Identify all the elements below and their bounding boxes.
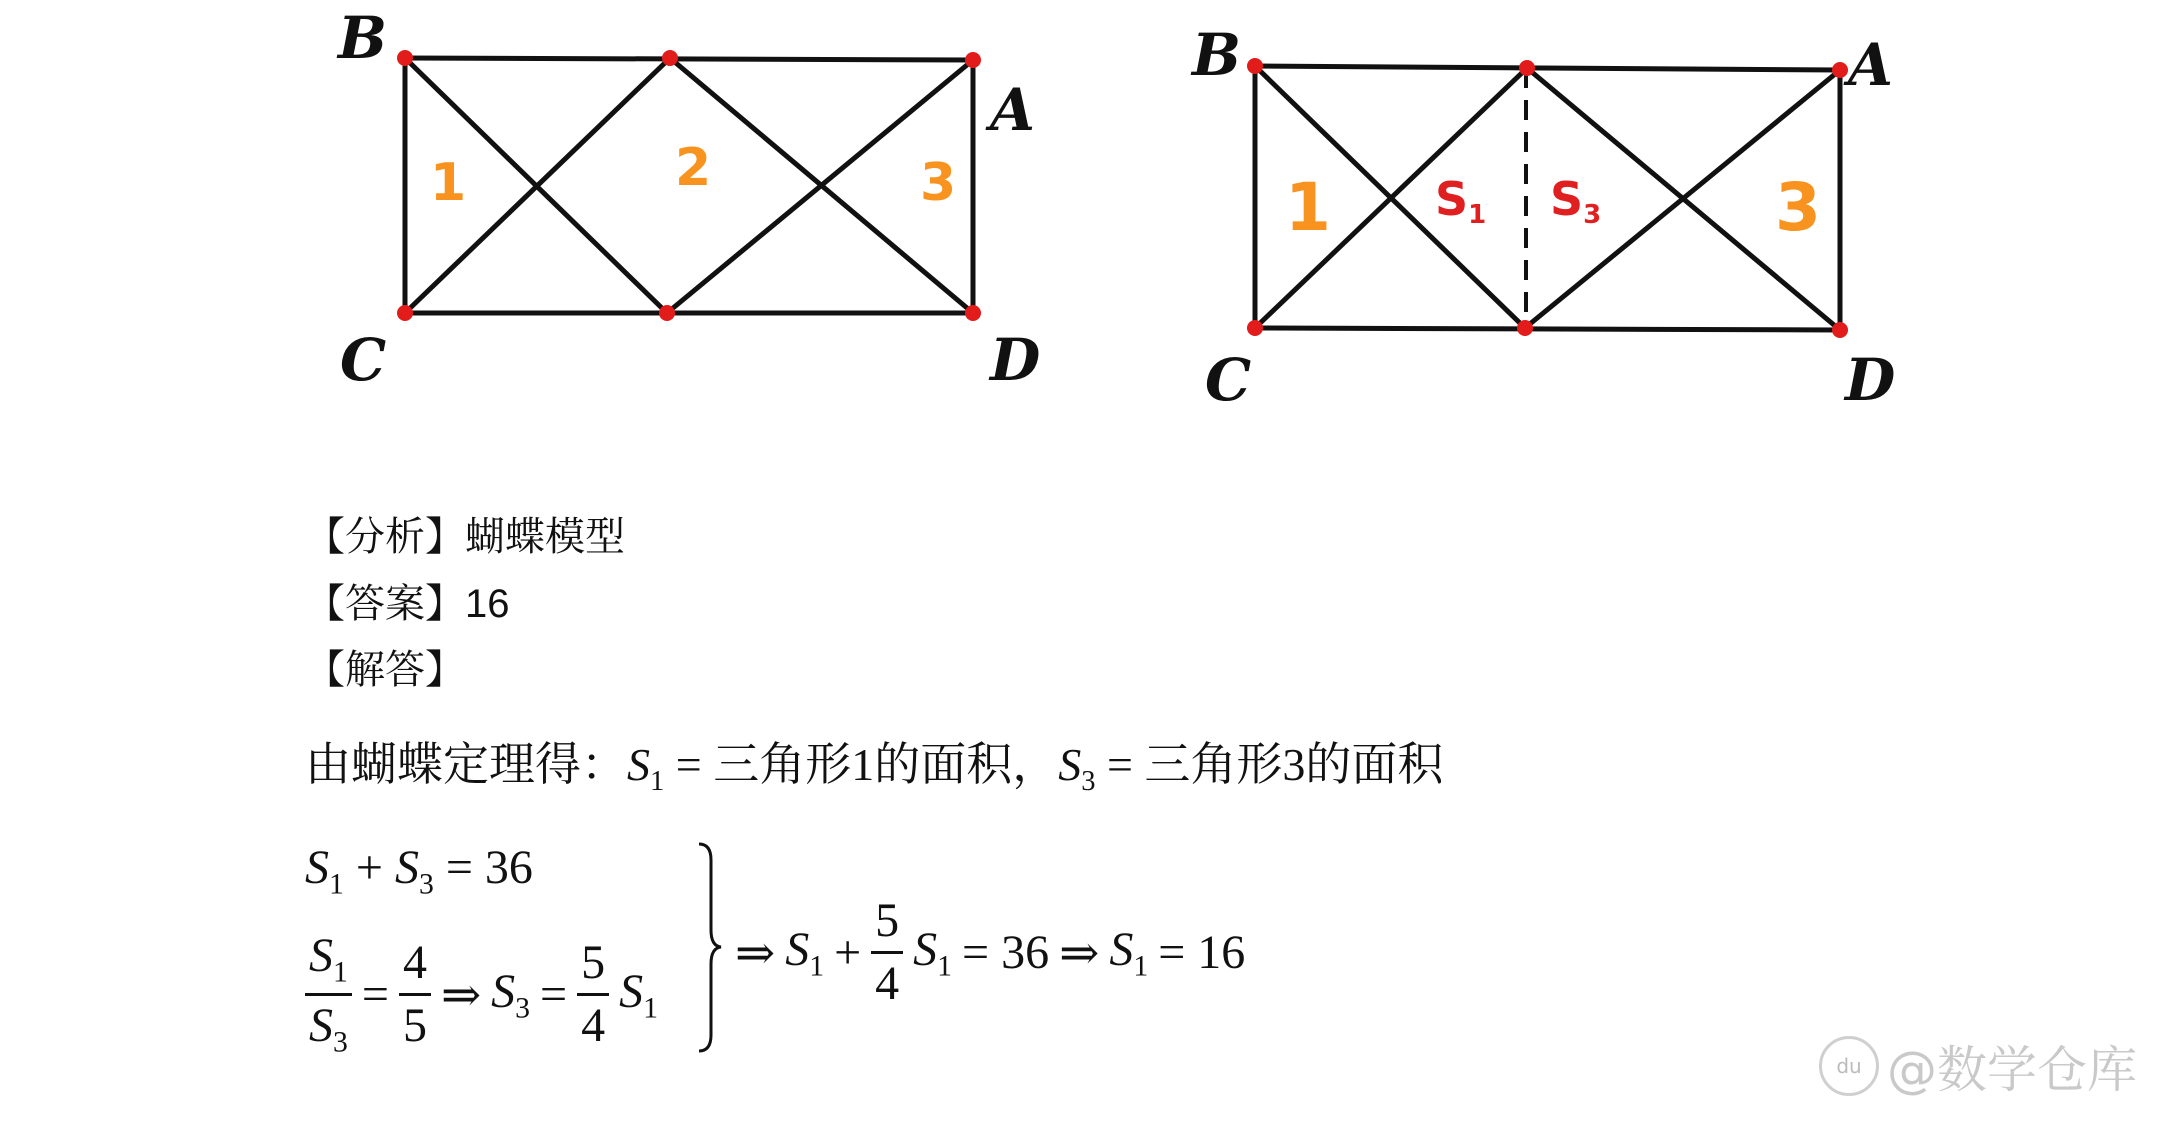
figure-right-svg bbox=[1180, 0, 1980, 430]
paw-icon: du bbox=[1819, 1036, 1879, 1096]
figure-right-lines bbox=[1255, 66, 1840, 330]
solution-line bbox=[305, 638, 465, 695]
vertex-c-label-right: C bbox=[1205, 346, 1252, 414]
point-mid-top-left bbox=[662, 50, 678, 66]
figure-right-points bbox=[1247, 58, 1848, 338]
eq2-s3-sub: 3 bbox=[515, 991, 531, 1025]
eq2-implies: ⇒ bbox=[440, 968, 482, 1022]
result-s1-c: S bbox=[1109, 922, 1134, 976]
equation-2 bbox=[305, 930, 658, 1059]
vertex-d-label-left: D bbox=[990, 326, 1041, 394]
region-2-label-left: 2 bbox=[675, 138, 712, 198]
result-s1-a: S bbox=[785, 922, 810, 976]
equation-1 bbox=[305, 840, 533, 901]
eq1-plus: + bbox=[343, 841, 395, 894]
region-3-label-left: 3 bbox=[920, 153, 957, 213]
point-mid-top-right bbox=[1519, 60, 1535, 76]
vertex-a-label-left: A bbox=[990, 76, 1036, 144]
result-s1-b-sub: 1 bbox=[937, 949, 953, 983]
point-d-left bbox=[965, 305, 981, 321]
figure-right bbox=[1180, 0, 1980, 430]
analysis-line bbox=[305, 505, 625, 562]
region-3-label-right: 3 bbox=[1775, 169, 1821, 246]
figure-left-svg bbox=[300, 0, 1100, 420]
eq1-s1-sub: 1 bbox=[329, 867, 344, 901]
eq1-s3: S bbox=[394, 841, 419, 894]
four-fifths-den: 5 bbox=[402, 999, 427, 1053]
eq1-s3-sub: 3 bbox=[418, 867, 434, 901]
point-mid-bottom-left bbox=[659, 305, 675, 321]
theorem-line bbox=[305, 728, 1443, 798]
ratio-den-s: S bbox=[309, 999, 333, 1053]
eq2-equals: = bbox=[361, 968, 389, 1022]
vertex-a-label-right: A bbox=[1848, 31, 1894, 99]
result-s1-b: S bbox=[913, 922, 938, 976]
s1-subscript: 1 bbox=[1468, 200, 1487, 230]
theorem-s3: S bbox=[1058, 739, 1082, 790]
eq2-s1-sub: 1 bbox=[643, 991, 658, 1025]
eq1-s1: S bbox=[305, 841, 329, 894]
eq2-s1: S bbox=[619, 964, 644, 1018]
s1-letter: S bbox=[1435, 172, 1469, 226]
point-a-right bbox=[1832, 62, 1848, 78]
analysis-text: 蝴蝶模型 bbox=[465, 514, 625, 560]
five-quarters-bar bbox=[577, 993, 609, 996]
watermark-text: @数学仓库 bbox=[1887, 1041, 2137, 1099]
theorem-s3-sub: 3 bbox=[1081, 765, 1096, 797]
result-frac-den: 4 bbox=[875, 957, 900, 1010]
eq2-equals-2: = bbox=[540, 968, 568, 1022]
solution-bracket: 【解答】 bbox=[305, 647, 465, 693]
answer-line bbox=[305, 572, 510, 629]
ratio-den-sub: 3 bbox=[333, 1025, 348, 1059]
eq1-rhs: = 36 bbox=[433, 841, 533, 894]
result-eq36: = 36 bbox=[962, 926, 1050, 979]
result-s1-a-sub: 1 bbox=[809, 949, 825, 983]
answer-value: 16 bbox=[465, 582, 510, 626]
ratio-num-sub: 1 bbox=[333, 955, 348, 989]
right-brace-svg bbox=[695, 840, 725, 1055]
vertex-b-label-right: B bbox=[1192, 21, 1242, 89]
theorem-eq1: = 三角形1的面积， bbox=[664, 739, 1059, 790]
point-b-left bbox=[397, 50, 413, 66]
four-fifths-fraction bbox=[399, 937, 431, 1052]
ratio-fraction-bar bbox=[305, 993, 352, 996]
result-s1-c-sub: 1 bbox=[1133, 949, 1149, 983]
result-implies: ⇒ bbox=[735, 926, 776, 980]
result-frac-bar bbox=[871, 951, 903, 954]
region-s3-label bbox=[1550, 172, 1601, 230]
equation-system bbox=[305, 840, 1405, 1070]
edge-top-left bbox=[405, 58, 973, 60]
region-1-label-left: 1 bbox=[430, 153, 467, 213]
eq2-s3: S bbox=[491, 964, 516, 1018]
result-fraction bbox=[871, 895, 903, 1010]
answer-bracket: 【答案】 bbox=[305, 581, 465, 627]
theorem-eq3: = 三角形3的面积 bbox=[1095, 739, 1444, 790]
result-implies-2: ⇒ bbox=[1059, 926, 1100, 980]
theorem-prefix: 由蝴蝶定理得： bbox=[305, 739, 627, 790]
point-a-left bbox=[965, 52, 981, 68]
right-brace bbox=[695, 840, 725, 1055]
s3-letter: S bbox=[1550, 172, 1584, 226]
region-s1-label bbox=[1435, 172, 1486, 230]
edge-bottom-right bbox=[1255, 328, 1840, 330]
five-quarters-den: 4 bbox=[581, 999, 606, 1053]
figure-left bbox=[300, 0, 1100, 420]
result-frac-num: 5 bbox=[875, 894, 900, 947]
theorem-s1-sub: 1 bbox=[650, 765, 665, 797]
vertex-b-label-left: B bbox=[338, 4, 388, 72]
region-1-label-right: 1 bbox=[1285, 169, 1331, 246]
five-quarters-num: 5 bbox=[581, 936, 606, 990]
four-fifths-num: 4 bbox=[402, 936, 427, 990]
four-fifths-bar bbox=[399, 993, 431, 996]
point-c-left bbox=[397, 305, 413, 321]
point-c-right bbox=[1247, 320, 1263, 336]
result-equation bbox=[735, 895, 1245, 1010]
result-plus: + bbox=[834, 926, 862, 979]
point-d-right bbox=[1832, 322, 1848, 338]
five-quarters-fraction bbox=[577, 937, 609, 1052]
edge-top-right bbox=[1255, 66, 1840, 70]
watermark bbox=[1819, 1030, 2137, 1102]
analysis-bracket: 【分析】 bbox=[305, 514, 465, 560]
vertex-c-label-left: C bbox=[340, 326, 387, 394]
vertex-d-label-right: D bbox=[1845, 346, 1896, 414]
theorem-s1: S bbox=[627, 739, 650, 790]
ratio-num-s: S bbox=[309, 929, 333, 982]
s3-subscript: 3 bbox=[1583, 200, 1602, 230]
point-b-right bbox=[1247, 58, 1263, 74]
ratio-fraction bbox=[305, 930, 352, 1059]
point-mid-bottom-right bbox=[1517, 320, 1533, 336]
result-final: = 16 bbox=[1158, 926, 1246, 979]
